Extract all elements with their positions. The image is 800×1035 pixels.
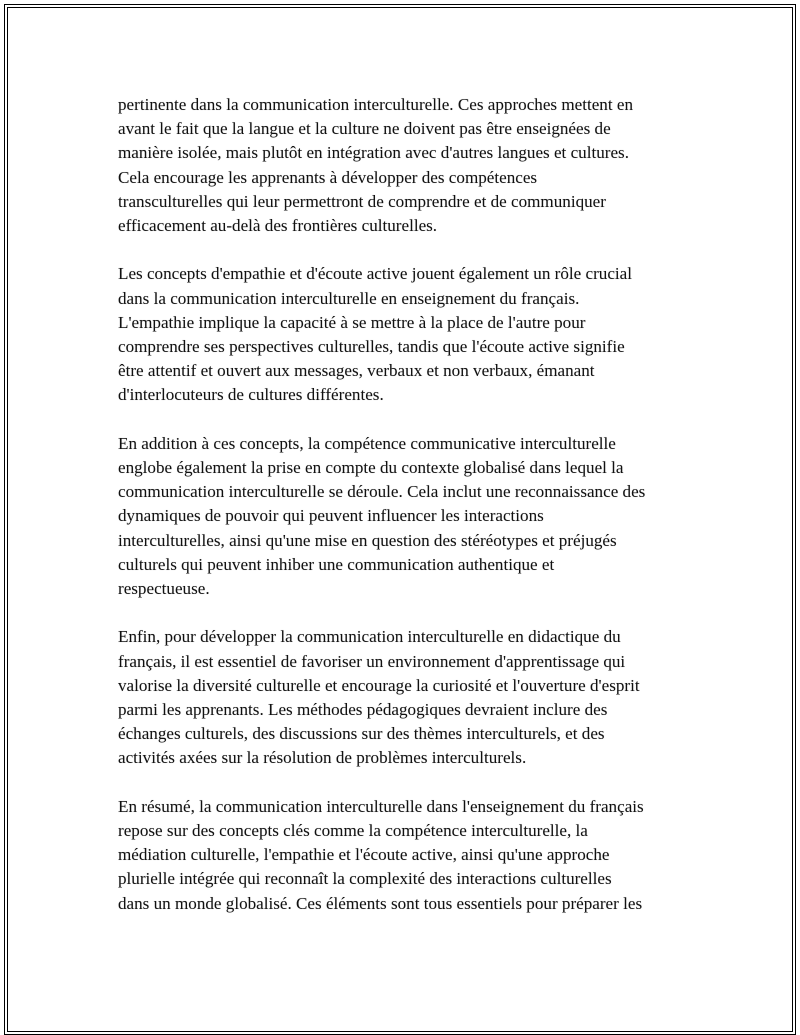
text-line: valorise la diversité culturelle et encourage la curiosité et l'ouverture d'esprit: [118, 675, 640, 695]
paragraph-1: [118, 93, 698, 238]
text-line: respectueuse.: [118, 579, 210, 599]
text-line: En addition à ces concepts, la compétence communicative interculturelle: [118, 433, 616, 453]
text-line: transculturelles qui leur permettront de comprendre et de communiquer: [118, 191, 606, 211]
text-line: communication interculturelle se déroule. Cela inclut une reconnaissance des: [118, 482, 646, 502]
text-line: être attentif et ouvert aux messages, verbaux et non verbaux, émanant: [118, 361, 595, 381]
paragraph-4: [118, 625, 698, 770]
text-line: français, il est essentiel de favoriser un environnement d'apprentissage qui: [118, 651, 626, 671]
paragraph-2: [118, 262, 698, 407]
text-line: échanges culturels, des discussions sur des thèmes interculturels, et des: [118, 724, 605, 744]
text-line: culturels qui peuvent inhiber une communication authentique et: [118, 554, 555, 574]
paragraph-3: [118, 432, 698, 601]
text-line: d'interlocuteurs de cultures différentes.: [118, 385, 384, 405]
text-line: activités axées sur la résolution de problèmes interculturels.: [118, 748, 527, 768]
text-line: dynamiques de pouvoir qui peuvent influencer les interactions: [118, 506, 544, 526]
text-line: englobe également la prise en compte du contexte globalisé dans lequel la: [118, 458, 624, 478]
text-line: pertinente dans la communication interculturelle. Ces approches mettent en: [118, 95, 634, 114]
text-line: plurielle intégrée qui reconnaît la complexité des interactions culturelles: [118, 869, 612, 889]
text-line: avant le fait que la langue et la culture ne doivent pas être enseignées de: [118, 119, 611, 139]
text-line: interculturelles, ainsi qu'une mise en question des stéréotypes et préjugés: [118, 530, 617, 550]
text-line: Cela encourage les apprenants à développer des compétences: [118, 167, 538, 187]
paragraph-5: [118, 795, 698, 916]
text-line: dans la communication interculturelle en enseignement du français.: [118, 288, 580, 308]
text-line: En résumé, la communication interculturelle dans l'enseignement du français: [118, 796, 644, 816]
text-line: repose sur des concepts clés comme la compétence interculturelle, la: [118, 821, 588, 841]
document-body: [118, 93, 698, 940]
text-line: dans un monde globalisé. Ces éléments sont tous essentiels pour préparer les: [118, 893, 643, 913]
text-line: Enfin, pour développer la communication interculturelle en didactique du: [118, 627, 621, 647]
text-line: comprendre ses perspectives culturelles, tandis que l'écoute active signifie: [118, 337, 625, 357]
text-line: manière isolée, mais plutôt en intégration avec d'autres langues et cultures.: [118, 143, 629, 163]
text-line: parmi les apprenants. Les méthodes pédagogiques devraient inclure des: [118, 700, 608, 720]
text-line: L'empathie implique la capacité à se mettre à la place de l'autre pour: [118, 312, 586, 332]
text-line: efficacement au-delà des frontières culturelles.: [118, 216, 438, 236]
text-line: médiation culturelle, l'empathie et l'écoute active, ainsi qu'une approche: [118, 845, 610, 865]
text-line: Les concepts d'empathie et d'écoute active jouent également un rôle crucial: [118, 264, 632, 284]
